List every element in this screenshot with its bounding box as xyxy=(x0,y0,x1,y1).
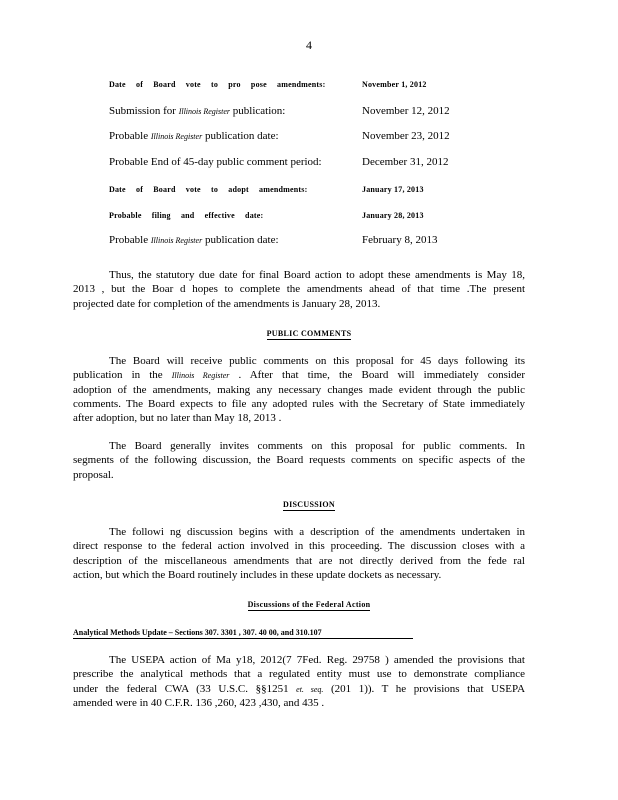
schedule-row-proposal-vote xyxy=(109,80,469,96)
schedule-date: January 17, 2013 xyxy=(362,185,424,194)
register-title: Illinois Register xyxy=(178,107,231,116)
discussion-heading: DISCUSSION xyxy=(283,500,335,509)
schedule-label: Probable End of 45-day public comment period: xyxy=(109,156,322,168)
schedule-row-comment-end xyxy=(109,156,469,172)
schedule-date: November 1, 2012 xyxy=(362,80,427,89)
schedule-date: November 12, 2012 xyxy=(362,105,450,117)
public-comments-heading: PUBLIC COMMENTS xyxy=(266,329,352,338)
schedule-label: Probable filing and effective date: xyxy=(109,211,264,220)
schedule-row-filing xyxy=(109,211,469,227)
analytical-methods-subheading: Analytical Methods Update – Sections 307. 3301 , 307. 40 00, and 310.107 xyxy=(73,628,413,639)
register-title: Illinois Register xyxy=(150,236,203,245)
schedule-row-publication: Probable Illinois Register publication date: November 23, 2012 xyxy=(109,130,450,142)
schedule-date: January 28, 2013 xyxy=(362,211,424,220)
register-title: Illinois Register xyxy=(150,132,203,141)
federal-action-heading: Discussions of the Federal Action xyxy=(247,600,371,609)
invite-comments-paragraph: The Board generally invites comments on this proposal for public comments. In segments of the following discussion, the Board requests comments on specific aspects of the proposal. xyxy=(73,440,525,481)
schedule-row-submission: Submission for Illinois Register publication: November 12, 2012 xyxy=(109,105,450,117)
schedule-row-adoption-vote xyxy=(109,185,469,201)
discussion-paragraph: The followi ng discussion begins with a description of the amendments undertaken in direct response to the federal action involved in this proceeding. The discussion closes with a description of the miscellaneous amendments that are not directly derived from the fede ral action, but which the Board routinely includes in these update dockets as necessary. xyxy=(73,526,525,581)
schedule-label: Date of Board vote to adopt amendments: xyxy=(109,185,308,194)
register-title: Illinois Register xyxy=(171,371,230,381)
schedule-label: Date of Board vote to pro pose amendments: xyxy=(109,80,326,89)
schedule-date: February 8, 2013 xyxy=(362,234,438,246)
schedule-row-final-publication: Probable Illinois Register publication date: February 8, 2013 xyxy=(109,234,438,246)
page-number: 4 xyxy=(306,38,312,52)
usepa-action-paragraph: The USEPA action of Ma y18, 2012(7 7Fed. Reg. 29758 ) amended the provisions that prescribe the analytical methods that a regulated entity must use to demonstrate compliance under the federal CWA (33 U.S.C. §§1251 et. seq. (201 1)). T he provisions that USEPA amended were in 40 C.F.R. 136 ,260, 423 ,430, and 435 . xyxy=(73,654,526,709)
schedule-date: December 31, 2012 xyxy=(362,156,449,168)
schedule-date: November 23, 2012 xyxy=(362,130,450,142)
public-comments-paragraph: The Board will receive public comments on this proposal for 45 days following its publication in the Illinois Register . After that time, the Board will immediately consider adoption of the amendments, making any necessary changes made evident through the public comments. The Board expects to file any adopted rules with the Secretary of State immediately after adoption, but no later than May 18, 2013 . xyxy=(73,355,526,425)
timeline-paragraph: Thus, the statutory due date for final Board action to adopt these amendments is May 18, 2013 , but the Boar d hopes to complete the amendments ahead of that time .The present projected date for completion of the amendments is January 28, 2013. xyxy=(73,269,525,310)
citation-abbrev: et. seq. xyxy=(296,684,324,694)
